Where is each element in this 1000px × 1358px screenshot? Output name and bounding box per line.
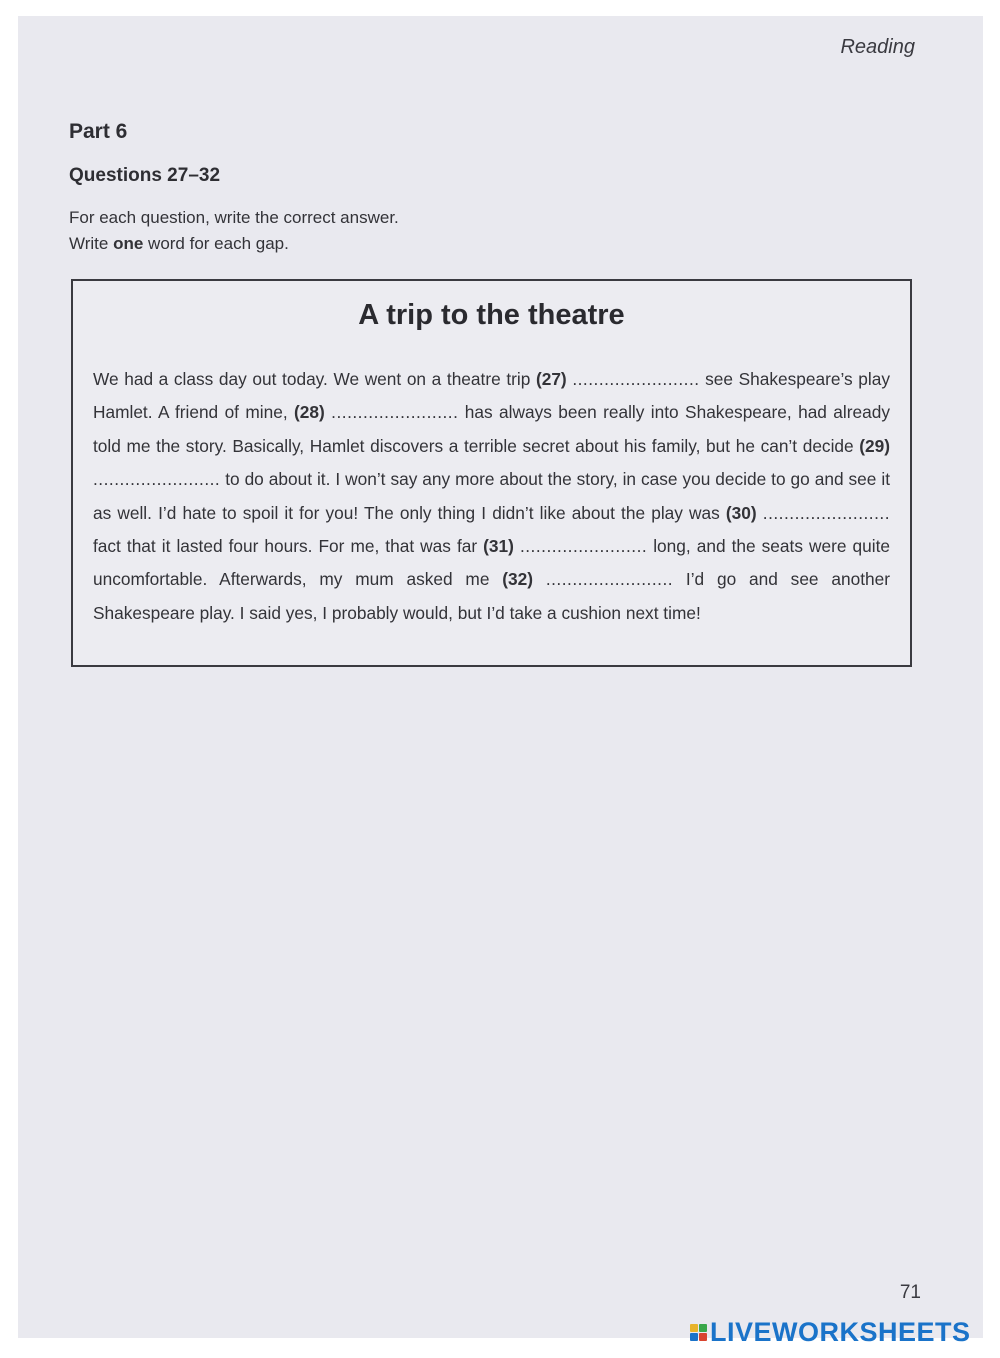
- passage-text: [93, 363, 890, 630]
- part-title: Part 6: [69, 120, 128, 143]
- gap-31[interactable]: ........................: [519, 536, 648, 557]
- gap-30[interactable]: ........................: [762, 502, 890, 523]
- passage-segment: We had a class day out today. We went on a theatre trip: [93, 369, 536, 389]
- gap-28[interactable]: ........................: [331, 402, 459, 423]
- gap-27[interactable]: ........................: [572, 369, 700, 389]
- passage-box: [71, 279, 912, 667]
- logo-square: [699, 1324, 707, 1332]
- liveworksheets-watermark: [690, 1314, 971, 1350]
- passage-segment: long, and the seats were quite uncomfortable. Afterwards, my mum asked me: [93, 536, 890, 590]
- section-header: Reading: [840, 36, 915, 58]
- questions-range: Questions 27–32: [69, 165, 221, 186]
- gap-number-27: (27): [535, 369, 567, 389]
- gap-number-28: (28): [294, 402, 325, 423]
- gap-number-29: (29): [859, 435, 890, 456]
- passage-title: A trip to the theatre: [358, 299, 625, 331]
- liveworksheets-logo-icon: [690, 1324, 707, 1341]
- logo-square: [699, 1333, 707, 1341]
- instruction-text: Write: [69, 234, 114, 253]
- gap-number-32: (32): [502, 569, 533, 590]
- passage-segment: fact that it lasted four hours. For me, that was far: [93, 536, 484, 557]
- gap-number-30: (30): [725, 502, 757, 523]
- passage-segment: I’d go and see another Shakespeare play. I said yes, I probably would, but I’d take a cushion next time!: [93, 569, 890, 623]
- instruction-line-1: For each question, write the correct answer.: [69, 208, 399, 227]
- passage-segment: to do about it. I won’t say any more about the story, in case you decide to go and see it as well. I’d hate to spoil it for you! The only thing I didn’t like about the play was: [93, 469, 890, 523]
- instruction-text: word for each gap.: [143, 234, 289, 253]
- instruction-emphasis: one: [113, 234, 144, 253]
- gap-29[interactable]: ........................: [93, 469, 221, 490]
- passage-segment: see Shakespeare’s play Hamlet. A friend of mine,: [93, 369, 890, 423]
- gap-number-31: (31): [483, 536, 514, 557]
- passage-segment: has always been really into Shakespeare, had already told me the story. Basically, Hamlet discovers a terrible secret about his family, but he can’t decide: [93, 402, 890, 456]
- logo-square: [690, 1324, 698, 1332]
- page-number: 71: [899, 1282, 921, 1303]
- gap-32[interactable]: ........................: [545, 569, 674, 590]
- watermark-text: LIVEWORKSHEETS: [710, 1316, 971, 1347]
- logo-square: [690, 1333, 698, 1341]
- instruction-line-2: [69, 231, 399, 257]
- instructions: [69, 205, 399, 257]
- worksheet-page: [18, 16, 983, 1338]
